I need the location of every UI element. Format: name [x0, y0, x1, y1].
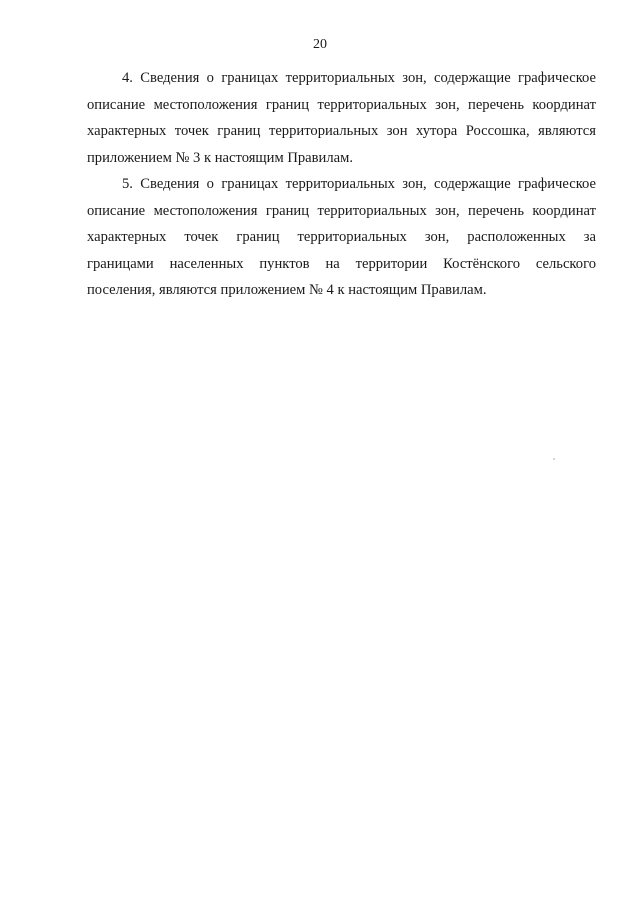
paragraph-4: [87, 65, 596, 171]
document-body: [87, 65, 596, 304]
paragraph-line: характерных точек границ территориальных зон, расположенных за: [87, 229, 596, 245]
paragraph-line: описание местоположения границ территориальных зон, перечень координат: [87, 96, 596, 113]
paragraph-line: 4. Сведения о границах территориальных зон, содержащие графическое: [122, 70, 596, 86]
paragraph-line: характерных точек границ территориальных зон хутора Россошка, являются: [87, 123, 596, 139]
paragraph-line: описание местоположения границ территориальных зон, перечень координат: [87, 202, 596, 219]
page-number: 20: [313, 37, 327, 52]
scan-speck: [553, 458, 555, 460]
paragraph-line: границами населенных пунктов на территории Костёнского сельского: [87, 255, 596, 272]
paragraph-line: поселения, являются приложением № 4 к настоящим Правилам.: [87, 282, 487, 298]
paragraph-line: 5. Сведения о границах территориальных зон, содержащие графическое: [122, 176, 596, 192]
paragraph-5: [87, 171, 596, 304]
paragraph-line: приложением № 3 к настоящим Правилам.: [87, 149, 354, 166]
